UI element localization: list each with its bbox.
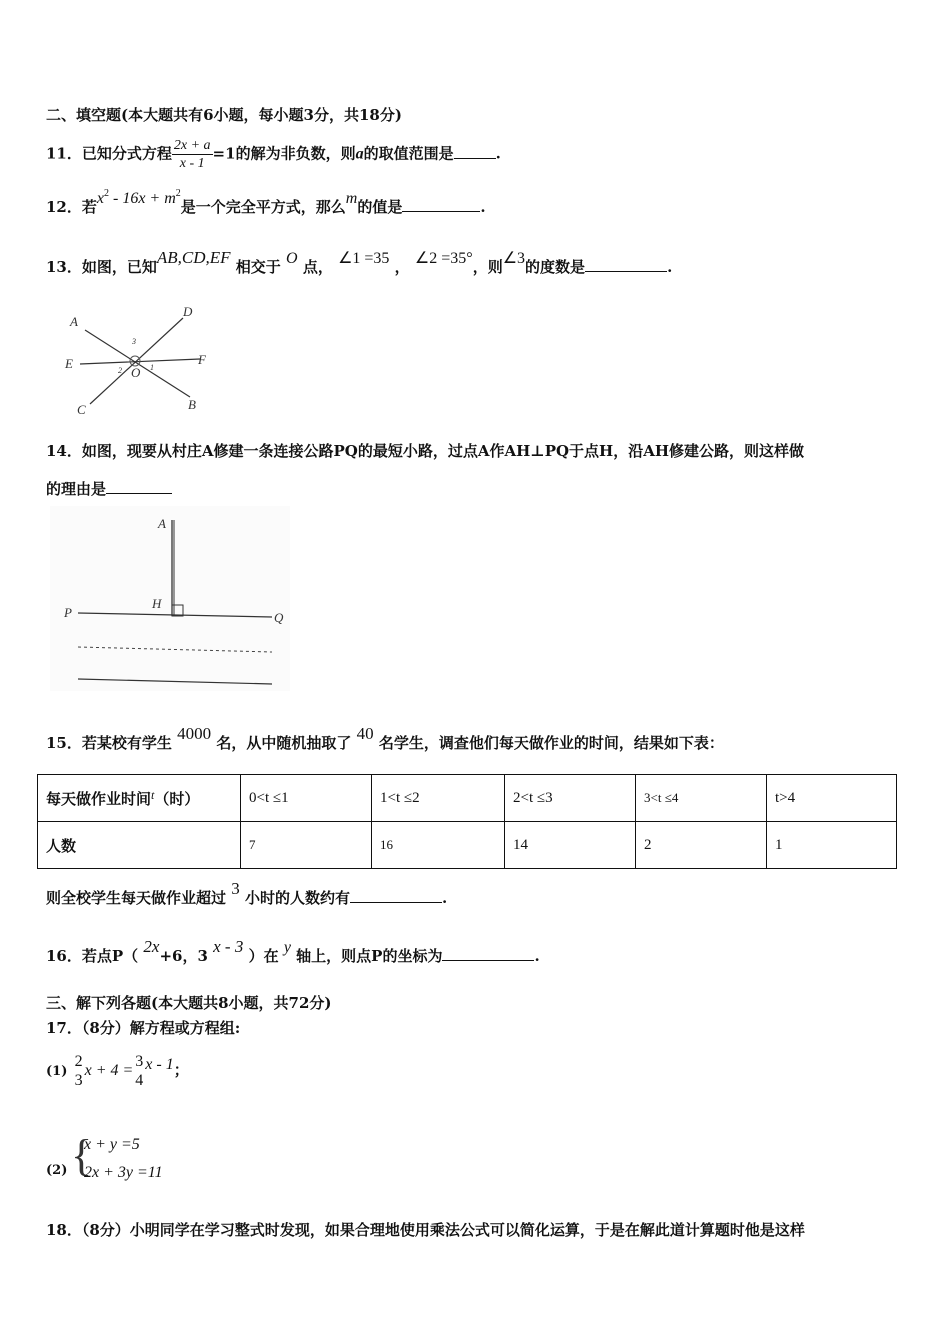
q11-answer-blank[interactable] <box>454 144 496 159</box>
question-14-line1: 14．如图，现要从村庄A修建一条连接公路PQ的最短小路，过点A作AH⊥PQ于点H，沿AH修建公路，则这样做 <box>46 442 805 460</box>
q11-suffix: 的取值范围是 <box>363 144 454 163</box>
label-angle-2: 2 <box>118 366 122 375</box>
q16-answer-blank[interactable] <box>442 946 534 961</box>
q16-prefix: 16．若点P（ <box>46 947 139 965</box>
q11-prefix: 11．已知分式方程 <box>46 144 172 163</box>
label-f: F <box>198 352 206 367</box>
table-count-1: 7 <box>241 822 372 869</box>
label-angle-1: 1 <box>150 363 154 372</box>
q12-end: . <box>480 198 486 216</box>
label-q: Q <box>274 610 284 625</box>
q13-point: O <box>286 250 298 267</box>
table-count-2: 16 <box>372 822 505 869</box>
q13-comma2: ，则 <box>472 258 503 276</box>
label-a: A <box>158 516 166 531</box>
figure-background <box>50 506 290 691</box>
q16-coord2: x - 3 <box>213 937 244 956</box>
q12-expr-b: - 16x + m <box>108 190 176 207</box>
table-range-2: 1<t ≤2 <box>372 775 505 822</box>
table-header-label <box>38 775 241 822</box>
q14-answer-blank[interactable] <box>106 479 172 494</box>
q16-coord1: 2x <box>143 937 160 956</box>
q13-intersecting-lines-figure <box>55 302 225 422</box>
q12-answer-blank[interactable] <box>402 197 480 212</box>
q11-mid: 的解为非负数，则 <box>235 144 356 163</box>
q17-p1-f1-den: 3 <box>74 1072 83 1089</box>
table-row-header <box>38 775 897 822</box>
question-16 <box>46 937 540 966</box>
question-14-line2 <box>46 478 172 499</box>
q17-p1-end: x - 1 <box>145 1056 174 1073</box>
q13-suffix: 的度数是 <box>525 258 586 276</box>
question-17-title: 17．（8分）解方程或方程组: <box>46 1019 241 1037</box>
header-var: t <box>151 787 155 802</box>
q17-p1-f2-num: 3 <box>135 1053 144 1070</box>
homework-time-table <box>37 774 897 869</box>
question-15-follow <box>46 879 448 908</box>
q12-mid: 是一个完全平方式，那么 <box>180 198 346 216</box>
q17-p2-eq1: x + y =5 <box>84 1136 140 1153</box>
table-count-label: 人数 <box>38 822 241 869</box>
q15b-suffix: 小时的人数约有 <box>244 889 350 907</box>
q17-p1-f2-den: 4 <box>135 1072 144 1089</box>
label-o: O <box>131 365 141 380</box>
label-e: E <box>65 356 73 371</box>
question-17-part1 <box>46 1052 189 1090</box>
label-b: B <box>188 397 196 412</box>
question-11 <box>46 137 501 172</box>
q12-exp-2: 2 <box>103 188 109 199</box>
q14-road-figure <box>50 506 290 691</box>
q13-mid1: 相交于 <box>235 258 281 276</box>
q11-end: . <box>495 144 501 163</box>
q15b-hours: 3 <box>231 879 240 898</box>
label-c: C <box>77 402 86 417</box>
header-unit: （时） <box>154 789 200 808</box>
q17-p1-label: (1) <box>46 1064 68 1079</box>
q11-fraction <box>172 137 213 172</box>
q15b-prefix: 则全校学生每天做作业超过 <box>46 889 227 907</box>
q13-angle1: ∠1 =35 <box>338 250 390 267</box>
q17-system-brace: { <box>71 1131 93 1180</box>
q13-mid2: 点， <box>302 258 333 276</box>
q16-axis: y <box>283 939 291 956</box>
q12-exp-2b: 2 <box>175 188 181 199</box>
q12-prefix: 12．若 <box>46 198 97 216</box>
q13-angle2: ∠2 =35° <box>414 250 473 267</box>
q16-suffix: 轴上，则点P的坐标为 <box>296 947 443 965</box>
table-range-5: t>4 <box>767 775 897 822</box>
q13-lines: AB,CD,EF <box>156 248 231 267</box>
table-range-4: 3<t ≤4 <box>636 775 767 822</box>
header-label-text: 每天做作业时间 <box>46 789 152 808</box>
question-18: 18．（8分）小明同学在学习整式时发现，如果合理地使用乘法公式可以简化运算，于是在解此道计算题时他是这样 <box>46 1221 805 1239</box>
q15-total: 4000 <box>177 724 212 743</box>
q11-numerator: 2x + a <box>173 138 211 153</box>
q16-plus6: +6，3 <box>159 947 208 965</box>
question-15 <box>46 724 724 753</box>
q12-suffix: 的值是 <box>357 198 403 216</box>
q13-comma1: ， <box>394 258 410 276</box>
q14-line2-text: 的理由是 <box>46 480 107 498</box>
q15-mid2: 名学生，调查他们每天做作业的时间，结果如下表： <box>378 734 724 752</box>
q13-end: . <box>667 258 673 276</box>
q13-answer-blank[interactable] <box>585 257 667 272</box>
line-cd <box>90 318 183 404</box>
table-count-4: 2 <box>636 822 767 869</box>
label-h: H <box>152 596 162 611</box>
q15-prefix: 15．若某校有学生 <box>46 734 172 752</box>
section-2-heading: 二、填空题(本大题共有6小题，每小题3分，共18分) <box>46 106 402 124</box>
q17-p1-mid: x + 4 = <box>84 1062 134 1079</box>
q15b-end: . <box>442 889 448 907</box>
q17-p2-label: (2) <box>46 1163 68 1178</box>
table-count-5: 1 <box>767 822 897 869</box>
q15-answer-blank[interactable] <box>350 888 442 903</box>
q16-end: . <box>534 947 540 965</box>
section-3-heading: 三、解下列各题(本大题共8小题，共72分) <box>46 994 332 1012</box>
q13-angle3: ∠3 <box>502 250 526 267</box>
q11-var: a <box>355 145 364 163</box>
q11-denominator: x - 1 <box>179 156 205 171</box>
question-17-part2-label <box>46 1160 67 1178</box>
question-12 <box>46 188 486 217</box>
q17-p1-semicolon: ； <box>173 1061 189 1079</box>
table-row-counts <box>38 822 897 869</box>
q17-p2-eq2: 2x + 3y =11 <box>84 1164 163 1181</box>
table-range-3: 2<t ≤3 <box>505 775 636 822</box>
q12-expr-a: x <box>96 190 104 207</box>
q13-prefix: 13．如图，已知 <box>46 258 157 276</box>
table-count-3: 14 <box>505 822 636 869</box>
label-angle-3: 3 <box>132 337 136 346</box>
label-d: D <box>183 304 193 319</box>
q16-mid: ）在 <box>248 947 279 965</box>
question-13 <box>46 248 673 277</box>
q15-mid1: 名，从中随机抽取了 <box>216 734 352 752</box>
q17-p1-fraction-1 <box>73 1052 85 1090</box>
q12-var: m <box>345 190 358 207</box>
q15-sample: 40 <box>356 724 374 743</box>
q17-p1-f1-num: 2 <box>74 1053 83 1070</box>
table-range-1: 0<t ≤1 <box>241 775 372 822</box>
label-p: P <box>64 605 72 620</box>
label-a: A <box>70 314 78 329</box>
q11-equals: =1 <box>212 144 236 163</box>
q17-p1-fraction-2 <box>133 1052 145 1090</box>
